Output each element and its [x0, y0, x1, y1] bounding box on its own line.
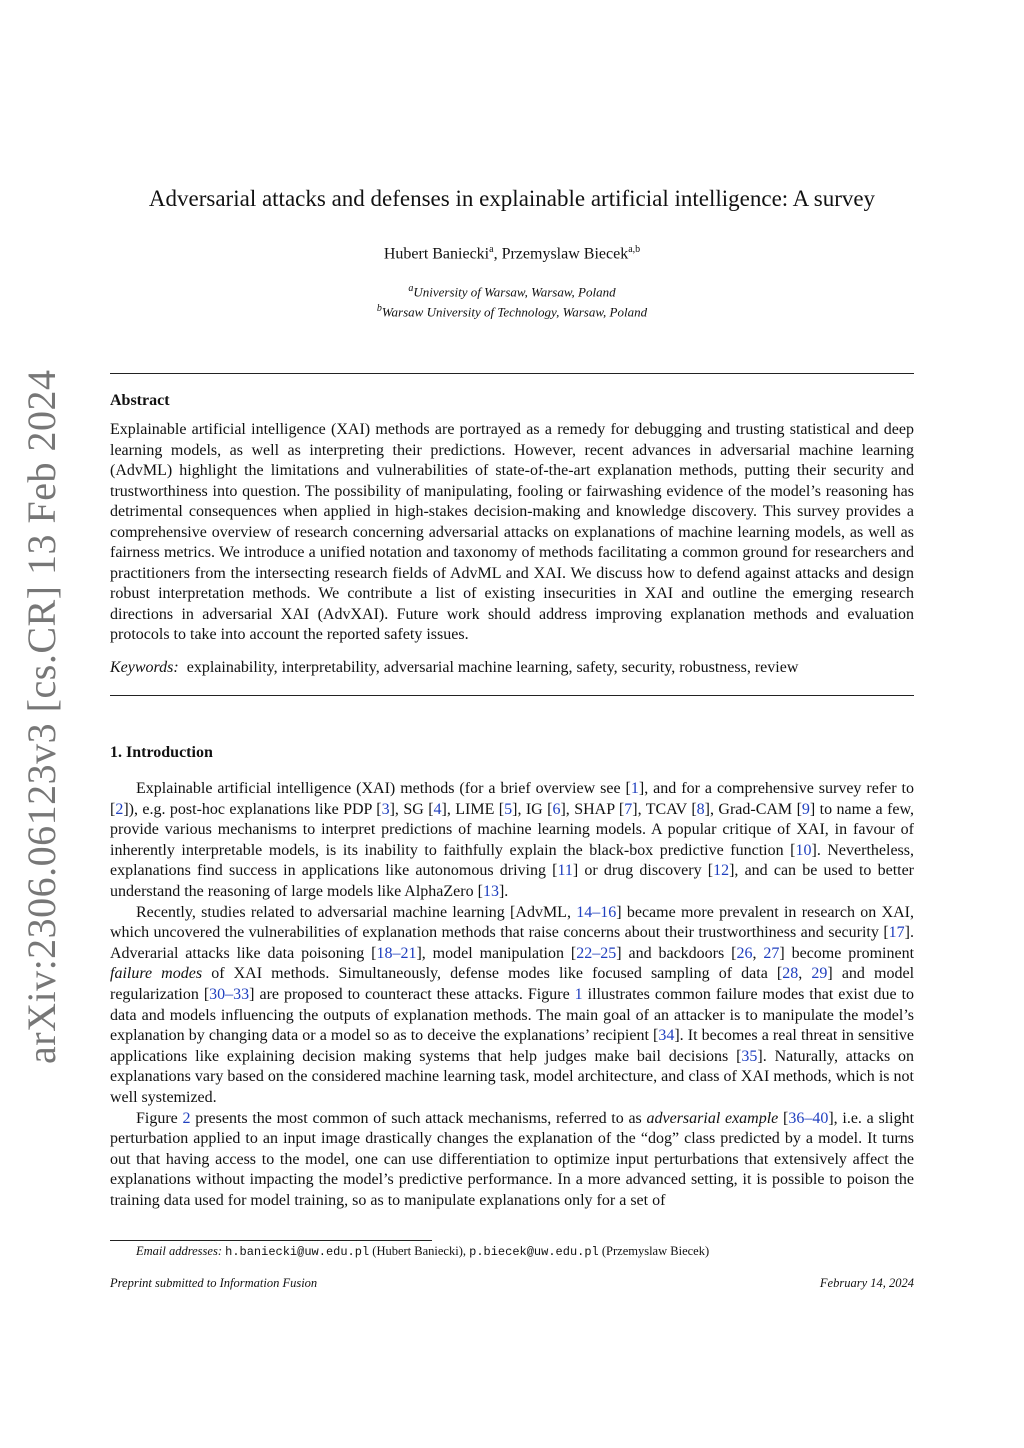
citation-link[interactable]: 22–25: [576, 944, 617, 962]
text-run: ] became more prevalent in research on XAI, which uncovered the vulnerabilities of explanation methods that raise concerns about their trustworthiness and security [: [110, 903, 915, 942]
text-run: ], Grad-CAM [: [704, 800, 802, 818]
citation-link[interactable]: 1: [630, 780, 639, 797]
footnote-rule: [110, 1240, 432, 1241]
text-run: ], TCAV [: [632, 800, 697, 818]
email-link[interactable]: p.biecek@uw.edu.pl: [469, 1245, 599, 1259]
author-name: Hubert Baniecki: [383, 245, 490, 263]
text-run: ], SHAP [: [560, 800, 625, 818]
citation-link[interactable]: 28: [782, 965, 799, 983]
affiliation-a: $^a$University of Warsaw, Warsaw, Poland: [408, 283, 616, 300]
text-run: ] to name a few, provide various mechanisms to interpret predictions of machine learning models. A popular critique of XAI, in favour of inherently interpretable models, is its inability to faithfully explain the black-box predictive function [: [110, 800, 915, 859]
citation-link[interactable]: 36–40: [788, 1109, 829, 1127]
text-run: ], SG [: [389, 800, 434, 818]
arxiv-identifier: arXiv:2306.06123v3 [cs.CR] 13 Feb 2024: [19, 369, 64, 1064]
text-run: ] become prominent: [779, 944, 915, 962]
text-run: ], i.e. a slight perturbation applied to an input image drastically changes the explanation of the “dog” class predicted by a model. It turns out that having access to the model, one can use differentiation to optimize input perturbations that extensively affect the explanations without impacting the model’s predictive performance. In a more advanced setting, it is possible to poison the training data used for model training, so as to manipulate explanations only for a set of: [110, 1109, 915, 1209]
affiliations: [0, 280, 1024, 321]
paragraph: [110, 779, 914, 903]
text-run: ]. It becomes a real threat in sensitive applications like explaining decision making systems that help judges make bail decisions [: [110, 1027, 915, 1065]
section-heading: 1. Introduction: [110, 744, 213, 761]
text-run: presents the most common of such attack mechanisms, referred to as: [190, 1109, 647, 1127]
emphasis-text: failure modes: [110, 965, 203, 983]
text-run: Recently, studies related to adversarial machine learning [AdvML,: [136, 903, 577, 921]
keywords: [110, 659, 914, 677]
citation-link[interactable]: 8: [696, 800, 705, 818]
citation-link[interactable]: 4: [433, 800, 442, 818]
abstract-heading: Abstract: [110, 392, 170, 409]
abstract-top-rule: [110, 373, 914, 374]
citation-link[interactable]: 18–21: [376, 944, 417, 962]
text-run: ].: [498, 882, 509, 900]
citation-link[interactable]: 10: [795, 841, 812, 859]
text-run: of XAI methods. Simultaneously, defense modes like focused sampling of data [: [202, 965, 783, 983]
citation-link[interactable]: 2: [182, 1109, 191, 1127]
affiliation-marker: a: [489, 244, 494, 255]
text-run: ] are proposed to counteract these attacks. Figure: [249, 985, 575, 1003]
text-run: ,: [798, 965, 812, 983]
text-run: ] and model regularization [: [110, 965, 915, 1003]
text-run: Figure: [136, 1109, 183, 1127]
text-run: ], model manipulation [: [416, 944, 577, 962]
citation-link[interactable]: 26: [736, 944, 753, 962]
keywords-list: explainability, interpretability, adversarial machine learning, safety, security, robustness, review: [186, 659, 799, 676]
author-name: Przemyslaw Biecek: [501, 245, 629, 263]
paragraph: [110, 903, 914, 1109]
abstract-text: Explainable artificial intelligence (XAI) methods are portrayed as a remedy for debugging and trusting statistical and deep learning models, as well as interpreting their predictions. However, recent advances in adversarial machine learning (AdvML) highlight the limitations and vulnerabilities of state-of-the-art explanation methods, putting their security and trustworthiness into question. The possibility of manipulating, fooling or fairwashing evidence of the model’s reasoning has detrimental consequences when applied in high-stakes decision-making and knowledge discovery. This survey provides a comprehensive overview of research concerning adversarial attacks on explanations of machine learning models, as well as fairness metrics. We introduce a unified notation and taxonomy of methods facilitating a common ground for researchers and practitioners from the intersecting research fields of AdvML and XAI. We discuss how to defend against attacks and design robust interpretation methods. We contribute a list of existing insecurities in XAI and outline the emerging research directions in adversarial XAI (AdvXAI). Future work should address improving explanation methods and evaluation protocols to take into account the reported safety issues.: [110, 421, 914, 643]
text-run: ]. Nevertheless, explanations find success in applications like autonomous driving [: [110, 841, 914, 880]
affiliation-b: $^b$Warsaw University of Technology, Warsaw, Poland: [376, 303, 648, 320]
text-run: ] and backdoors [: [616, 944, 737, 962]
citation-link[interactable]: 3: [381, 800, 390, 818]
text-run: illustrates common failure modes that exist due to data and models influencing the outputs of explanation methods. The main goal of an attacker is to manipulate the model’s explanation by changing data or a model so as to deceive the explanations’ recipient [: [110, 985, 915, 1045]
author-list: [0, 244, 1024, 263]
submission-note: Preprint submitted to Information Fusion: [110, 1276, 318, 1290]
citation-link[interactable]: 1: [574, 985, 583, 1003]
email-link[interactable]: h.baniecki@uw.edu.pl: [225, 1245, 370, 1259]
citation-link[interactable]: 14–16: [576, 903, 617, 921]
citation-link[interactable]: 13: [482, 882, 499, 900]
citation-link[interactable]: 27: [763, 944, 780, 962]
paragraph: [110, 1109, 914, 1212]
email-owner: (Przemyslaw Biecek): [601, 1244, 710, 1258]
text-run: ]. Adverarial attacks like data poisoning [: [110, 924, 914, 962]
citation-link[interactable]: 9: [801, 800, 810, 818]
text-run: ], IG [: [512, 800, 553, 818]
date: February 14, 2024: [819, 1276, 914, 1290]
paper-title: Adversarial attacks and defenses in explainable artificial intelligence: A survey: [148, 186, 876, 211]
footnote-label: Email addresses:: [136, 1244, 222, 1258]
text-run: ,: [752, 944, 764, 962]
emphasis-text: adversarial example: [646, 1109, 779, 1127]
citation-link[interactable]: 12: [713, 862, 730, 880]
abstract-bottom-rule: [110, 695, 914, 696]
footnote-emails: [136, 1244, 709, 1259]
citation-link[interactable]: 29: [811, 965, 828, 983]
text-run: ], LIME [: [441, 800, 505, 818]
citation-link[interactable]: 34: [658, 1027, 675, 1045]
text-run: ]. Naturally, attacks on explanations vary based on the considered machine learning task, model architecture, and class of XAI methods, which is not well systemized.: [110, 1047, 914, 1106]
citation-link[interactable]: 11: [557, 862, 573, 880]
email-owner: (Hubert Baniecki),: [372, 1244, 466, 1258]
text-run: ], and for a comprehensive survey refer to [: [110, 780, 915, 818]
text-run: ] or drug discovery [: [572, 862, 714, 880]
citation-link[interactable]: 2: [115, 800, 124, 818]
citation-link[interactable]: 7: [624, 800, 633, 818]
keywords-label: Keywords:: [110, 659, 179, 676]
text-run: ]), e.g. post-hoc explanations like PDP [: [123, 800, 382, 818]
citation-link[interactable]: 6: [552, 800, 561, 818]
affiliation-marker: a,b: [628, 244, 641, 255]
citation-link[interactable]: 5: [504, 800, 513, 818]
text-run: ], and can be used to better understand the reasoning of large models like AlphaZero [: [110, 862, 915, 900]
citation-link[interactable]: 17: [888, 924, 905, 942]
citation-link[interactable]: 30–33: [209, 985, 250, 1003]
author-separator: ,: [493, 245, 502, 263]
citation-link[interactable]: 35: [741, 1047, 758, 1065]
text-run: Explainable artificial intelligence (XAI) methods (for a brief overview see [: [136, 780, 631, 797]
introduction-body: [110, 779, 914, 1211]
text-run: [: [778, 1109, 789, 1127]
